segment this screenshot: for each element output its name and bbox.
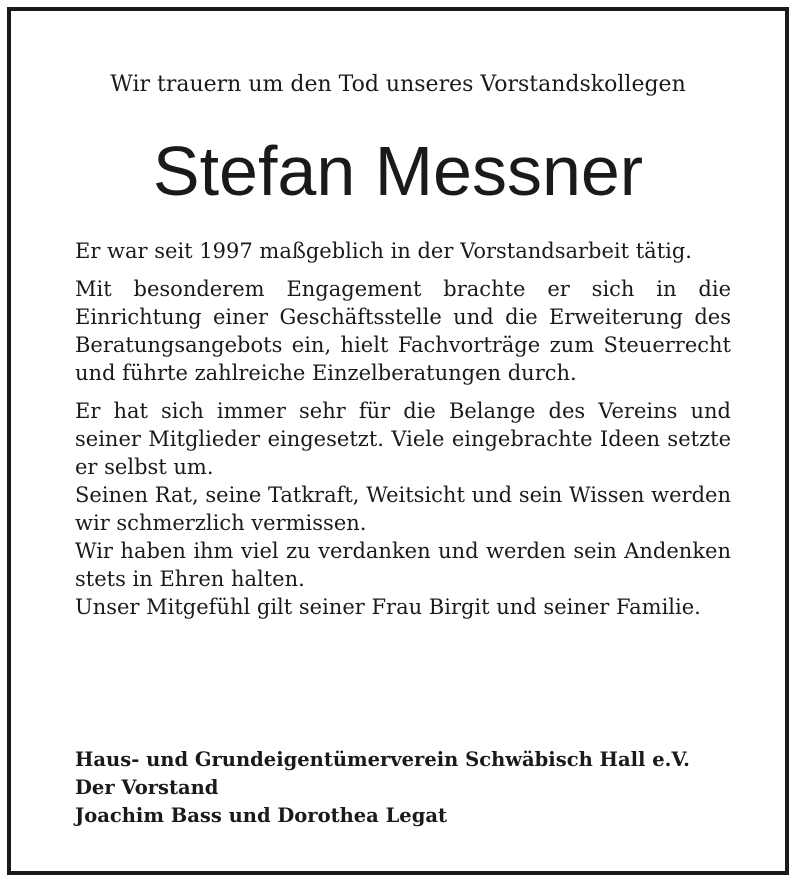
obituary-body — [75, 237, 731, 621]
paragraph-tenure: Er war seit 1997 maßgeblich in der Vorstandsarbeit tätig. — [75, 239, 692, 263]
signature-organization: Haus- und Grundeigentümerverein Schwäbisch Hall e.V. — [75, 748, 690, 771]
paragraph-commitment: Er hat sich immer sehr für die Belange des Vereins und seiner Mitglieder eingesetzt. Viele eingebrachte Ideen setzte er selbst um. — [75, 399, 731, 479]
paragraph-advice: Seinen Rat, seine Tatkraft, Weitsicht und sein Wissen werden wir schmerzlich vermissen. — [75, 483, 731, 535]
signature-board: Der Vorstand — [75, 776, 219, 799]
paragraph-gratitude: Wir haben ihm viel zu verdanken und werden sein Andenken stets in Ehren halten. — [75, 539, 731, 591]
deceased-name: Stefan Messner — [152, 132, 644, 210]
intro-line: Wir trauern um den Tod unseres Vorstandskollegen — [110, 72, 686, 97]
signature-names: Joachim Bass und Dorothea Legat — [75, 804, 447, 827]
signature-block — [75, 746, 755, 830]
paragraph-condolence: Unser Mitgefühl gilt seiner Frau Birgit und seiner Familie. — [75, 595, 701, 619]
paragraph-engagement: Mit besonderem Engagement brachte er sich in die Einrichtung einer Geschäftsstelle und die Erweiterung des Beratungsangebots ein, hielt Fachvorträge zum Steuerrecht und führte zahlreiche Einzelberatungen durch. — [75, 277, 731, 385]
obituary-notice — [7, 7, 789, 875]
